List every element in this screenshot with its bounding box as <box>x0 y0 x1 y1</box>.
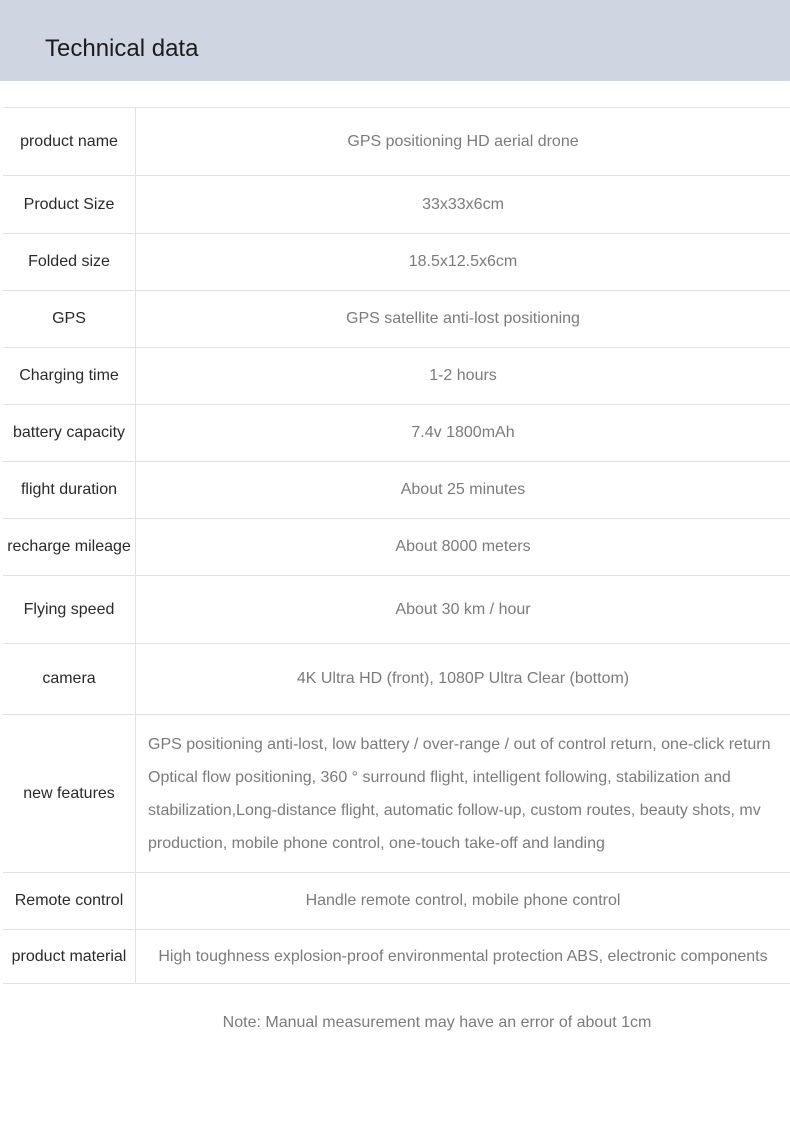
spec-row-charging-time <box>3 348 790 405</box>
spec-value: 18.5x12.5x6cm <box>408 253 518 270</box>
spec-row-recharge-mileage <box>3 519 790 576</box>
spec-row-product-name <box>3 108 790 176</box>
page-title: Technical data <box>45 35 199 62</box>
spec-value: GPS satellite anti-lost positioning <box>346 310 580 327</box>
spec-value: About 25 minutes <box>400 481 526 498</box>
spec-value: GPS positioning HD aerial drone <box>347 132 579 150</box>
spec-row-gps <box>3 291 790 348</box>
spec-label: recharge mileage <box>3 519 136 575</box>
header-banner <box>0 0 790 81</box>
spec-label: product material <box>3 930 136 983</box>
spec-value: Handle remote control, mobile phone control <box>305 892 621 909</box>
spec-value: 4K Ultra HD (front), 1080P Ultra Clear (bottom) <box>296 670 630 687</box>
spec-label: Charging time <box>3 348 136 404</box>
spec-value: GPS positioning anti-lost, low battery / over-range / out of control return, one-click return Optical flow positioning, 360 ° surround flight, intelligent following, stabilization and stabilization,Long-distance flight, automatic follow-up, custom routes, beauty shots, mv production, mobile phone control, one-touch take-off and landing <box>148 735 771 852</box>
spec-label: Folded size <box>3 234 136 290</box>
spec-label: flight duration <box>3 462 136 518</box>
spec-table <box>3 107 790 984</box>
spec-row-product-size <box>3 176 790 234</box>
spec-value: 7.4v 1800mAh <box>411 424 515 441</box>
spec-label: Product Size <box>3 176 136 233</box>
spec-value: 33x33x6cm <box>422 195 504 213</box>
spec-row-battery-capacity <box>3 405 790 462</box>
spec-label: battery capacity <box>3 405 136 461</box>
spec-value: 1-2 hours <box>429 367 497 384</box>
measurement-note: Note: Manual measurement may have an error of about 1cm <box>222 1014 652 1031</box>
spec-label: Flying speed <box>3 576 136 643</box>
spec-row-new-features <box>3 715 790 873</box>
spec-row-flying-speed <box>3 576 790 644</box>
spec-value: High toughness explosion-proof environmental protection ABS, electronic components <box>158 947 768 965</box>
spec-label: camera <box>3 644 136 714</box>
spec-label: GPS <box>3 291 136 347</box>
spec-label: product name <box>3 108 136 175</box>
spec-row-camera <box>3 644 790 715</box>
spec-row-product-material <box>3 930 790 984</box>
spec-value: About 30 km / hour <box>395 600 531 618</box>
spec-row-remote-control <box>3 873 790 930</box>
spec-value: About 8000 meters <box>395 538 531 555</box>
spec-row-flight-duration <box>3 462 790 519</box>
spec-label: Remote control <box>3 873 136 929</box>
spec-row-folded-size <box>3 234 790 291</box>
spec-label: new features <box>3 715 136 872</box>
